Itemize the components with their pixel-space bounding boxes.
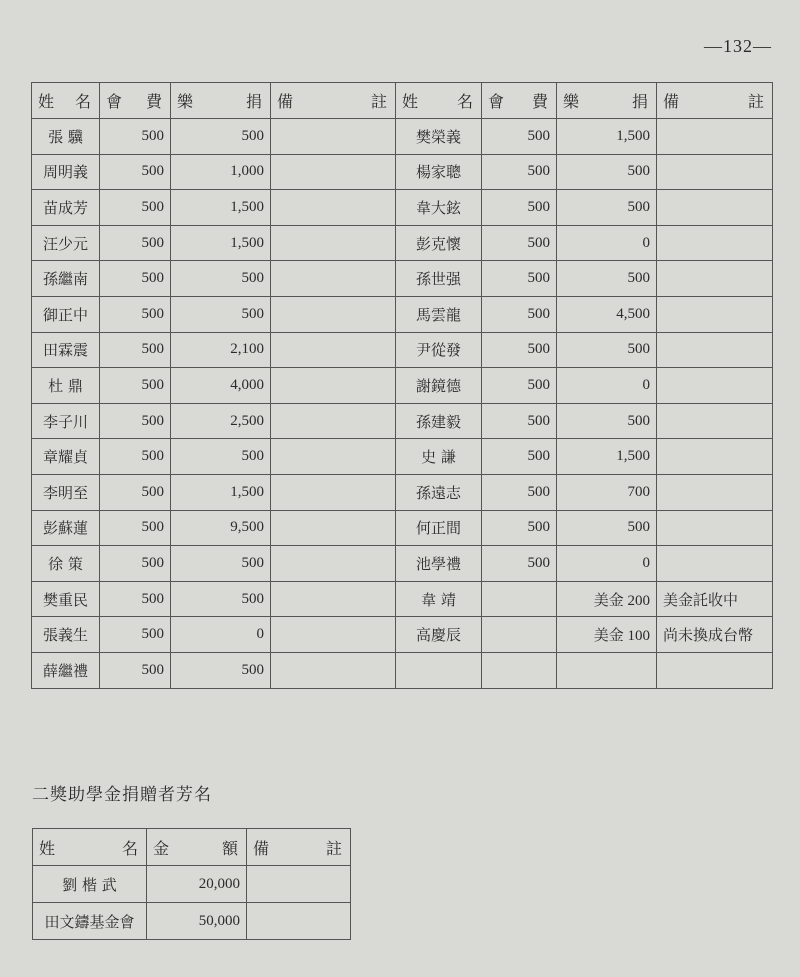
donation-amount: 500 [557, 403, 657, 439]
table-row [32, 474, 773, 510]
donation-amount: 1,000 [171, 154, 271, 190]
note [657, 296, 773, 332]
member-fee [482, 581, 557, 617]
donation-amount: 500 [171, 439, 271, 475]
table-row [32, 190, 773, 226]
table-row [32, 296, 773, 332]
member-fee: 500 [482, 190, 557, 226]
note [247, 866, 351, 903]
donor-name [396, 652, 482, 688]
donor-name: 孫世强 [396, 261, 482, 297]
member-fee: 500 [100, 296, 171, 332]
header-donation: 樂 捐 [171, 83, 271, 119]
note [657, 403, 773, 439]
table-row [32, 261, 773, 297]
donation-amount: 1,500 [557, 119, 657, 155]
member-fee: 500 [100, 617, 171, 653]
note [657, 225, 773, 261]
donation-amount: 美金 100 [557, 617, 657, 653]
donor-name: 何正間 [396, 510, 482, 546]
donation-amount: 1,500 [171, 474, 271, 510]
donation-amount: 20,000 [147, 866, 247, 903]
donor-name: 馬雲龍 [396, 296, 482, 332]
donor-name: 周明義 [32, 154, 100, 190]
donation-amount: 500 [171, 261, 271, 297]
member-fee: 500 [482, 546, 557, 582]
member-fee: 500 [100, 368, 171, 404]
scholarship-title: 二獎助學金捐贈者芳名 [32, 785, 212, 805]
member-fee: 500 [482, 261, 557, 297]
member-fee: 500 [482, 474, 557, 510]
donation-amount: 500 [557, 332, 657, 368]
table-row [32, 403, 773, 439]
note [271, 510, 396, 546]
note [657, 119, 773, 155]
member-fee: 500 [100, 474, 171, 510]
donor-name: 韋大鉉 [396, 190, 482, 226]
member-fee: 500 [482, 510, 557, 546]
table-row [32, 119, 773, 155]
donor-name: 田霖震 [32, 332, 100, 368]
donor-name: 汪少元 [32, 225, 100, 261]
note [271, 154, 396, 190]
donation-amount: 0 [557, 368, 657, 404]
donor-name: 楊家聰 [396, 154, 482, 190]
member-fee: 500 [100, 190, 171, 226]
donor-name: 韋 靖 [396, 581, 482, 617]
member-fee: 500 [100, 546, 171, 582]
note [657, 190, 773, 226]
note [271, 368, 396, 404]
note [657, 652, 773, 688]
donor-table [31, 82, 773, 689]
note [247, 903, 351, 940]
donation-amount: 500 [171, 546, 271, 582]
note [657, 154, 773, 190]
member-fee: 500 [482, 368, 557, 404]
note [271, 296, 396, 332]
donor-name: 史 謙 [396, 439, 482, 475]
donor-name: 彭蘇蓮 [32, 510, 100, 546]
note [657, 368, 773, 404]
note [271, 403, 396, 439]
donor-name: 謝鏡德 [396, 368, 482, 404]
header-note: 備 註 [271, 83, 396, 119]
donation-amount: 500 [171, 296, 271, 332]
member-fee: 500 [100, 119, 171, 155]
member-fee: 500 [482, 332, 557, 368]
member-fee: 500 [100, 154, 171, 190]
donor-name: 杜 鼎 [32, 368, 100, 404]
table-row [32, 439, 773, 475]
member-fee [482, 617, 557, 653]
member-fee [482, 652, 557, 688]
donation-amount: 4,000 [171, 368, 271, 404]
member-fee: 500 [100, 403, 171, 439]
note [657, 261, 773, 297]
member-fee: 500 [100, 225, 171, 261]
donor-name: 薛繼禮 [32, 652, 100, 688]
donation-amount [557, 652, 657, 688]
note [271, 190, 396, 226]
donation-amount: 1,500 [171, 190, 271, 226]
member-fee: 500 [482, 225, 557, 261]
scholarship-header [33, 829, 351, 866]
member-fee: 500 [482, 439, 557, 475]
donation-amount: 500 [171, 581, 271, 617]
donor-name: 李子川 [32, 403, 100, 439]
donation-amount: 1,500 [557, 439, 657, 475]
donation-amount: 1,500 [171, 225, 271, 261]
donor-name: 孫繼南 [32, 261, 100, 297]
donor-name: 孫遠志 [396, 474, 482, 510]
note [271, 439, 396, 475]
table-row [32, 546, 773, 582]
donor-name: 劉 楷 武 [33, 866, 147, 903]
table-row [32, 581, 773, 617]
table-row [33, 866, 351, 903]
donation-amount: 500 [557, 510, 657, 546]
table-row [32, 225, 773, 261]
table-row [33, 903, 351, 940]
donation-amount: 9,500 [171, 510, 271, 546]
note [271, 225, 396, 261]
table-row [32, 154, 773, 190]
table-row [32, 510, 773, 546]
scholarship-table [32, 828, 351, 940]
donor-name: 尹從發 [396, 332, 482, 368]
table-row [32, 617, 773, 653]
donor-name: 樊榮義 [396, 119, 482, 155]
donation-amount: 美金 200 [557, 581, 657, 617]
header-name: 姓 名 [33, 829, 147, 866]
header-fee: 會 費 [482, 83, 557, 119]
note [657, 332, 773, 368]
note [657, 546, 773, 582]
note [657, 439, 773, 475]
member-fee: 500 [100, 439, 171, 475]
member-fee: 500 [482, 403, 557, 439]
note [271, 617, 396, 653]
donor-name: 高慶辰 [396, 617, 482, 653]
note [657, 474, 773, 510]
member-fee: 500 [482, 296, 557, 332]
donor-name: 章耀貞 [32, 439, 100, 475]
note [271, 474, 396, 510]
header-note: 備 註 [657, 83, 773, 119]
donor-name: 苗成芳 [32, 190, 100, 226]
note [271, 581, 396, 617]
member-fee: 500 [100, 332, 171, 368]
header-note: 備 註 [247, 829, 351, 866]
member-fee: 500 [482, 154, 557, 190]
table-row [32, 332, 773, 368]
note [271, 652, 396, 688]
note [271, 261, 396, 297]
member-fee: 500 [100, 652, 171, 688]
page-number: —132— [704, 36, 772, 56]
member-fee: 500 [482, 119, 557, 155]
donor-name: 彭克懷 [396, 225, 482, 261]
donor-name: 張義生 [32, 617, 100, 653]
note [657, 510, 773, 546]
donor-name: 樊重民 [32, 581, 100, 617]
donation-amount: 50,000 [147, 903, 247, 940]
header-name: 姓 名 [32, 83, 100, 119]
table-row [32, 652, 773, 688]
note [271, 546, 396, 582]
member-fee: 500 [100, 261, 171, 297]
note [271, 119, 396, 155]
donation-amount: 500 [557, 261, 657, 297]
donor-name: 御正中 [32, 296, 100, 332]
donation-amount: 4,500 [557, 296, 657, 332]
header-donation: 樂 捐 [557, 83, 657, 119]
donor-table-header [32, 83, 773, 119]
member-fee: 500 [100, 581, 171, 617]
donation-amount: 0 [557, 546, 657, 582]
donation-amount: 700 [557, 474, 657, 510]
header-fee: 會 費 [100, 83, 171, 119]
donation-amount: 2,100 [171, 332, 271, 368]
donation-amount: 0 [557, 225, 657, 261]
note: 美金託收中 [657, 581, 773, 617]
donation-amount: 500 [557, 190, 657, 226]
donor-name: 池學禮 [396, 546, 482, 582]
member-fee: 500 [100, 510, 171, 546]
donation-amount: 500 [171, 119, 271, 155]
table-row [32, 368, 773, 404]
note: 尚未換成台幣 [657, 617, 773, 653]
header-amount: 金 額 [147, 829, 247, 866]
donor-name: 李明至 [32, 474, 100, 510]
note [271, 332, 396, 368]
header-name: 姓 名 [396, 83, 482, 119]
donor-name: 徐 策 [32, 546, 100, 582]
donation-amount: 500 [171, 652, 271, 688]
donor-name: 田文鑄基金會 [33, 903, 147, 940]
donation-amount: 0 [171, 617, 271, 653]
donor-name: 孫建毅 [396, 403, 482, 439]
donor-name: 張 驥 [32, 119, 100, 155]
donation-amount: 500 [557, 154, 657, 190]
donation-amount: 2,500 [171, 403, 271, 439]
